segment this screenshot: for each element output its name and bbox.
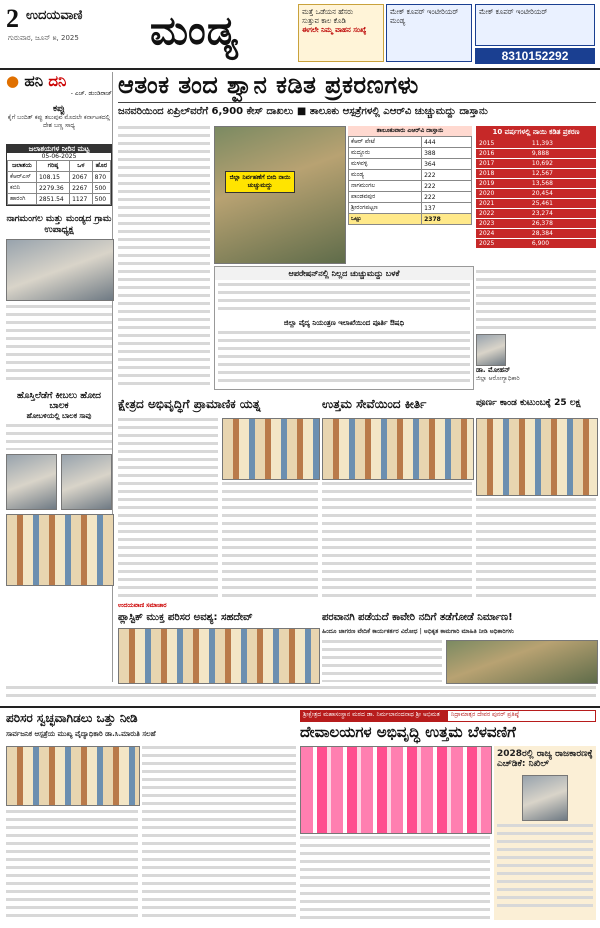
table-cell: ಒಟ್ಟು [349,214,422,225]
ad-text: ಸುತ್ತುವ ಕಾಲ ಕೊಡಿ [302,17,346,25]
story-subhead: ಹೋಬಳಿಯಲ್ಲಿ ಬಾಲಕ ಸಾವು [26,411,92,420]
reservoir-col: ಹೊರ [92,161,110,172]
lead-headline: ಆತಂಕ ತಂದ ಶ್ವಾನ ಕಡಿತ ಪ್ರಕರಣಗಳು [118,71,419,99]
ad-text: ಮತ್ತೆ ಒಡೆಯನ ಹೆಸರು [302,8,354,16]
date-line: ಗುರುವಾರ, ಜೂನ್ ೫, 2025 [8,34,79,42]
table-row [476,139,596,149]
story-photo [6,239,114,301]
table-cell: ಶ್ರೀರಂಗಪಟ್ಟಣ [349,203,422,214]
story-text [6,686,596,700]
count-cell: 23,274 [529,209,596,219]
ad-phone-number: 8310152292 [475,48,595,64]
table-cell: 222 [422,181,472,192]
story-headline: ಉತ್ತಮ ಸೇವೆಯಿಂದ ಕೀರ್ತಿ [322,397,427,411]
table-row [349,170,472,181]
lead-subhead: ಜನವರಿಯಿಂದ ಏಪ್ರಿಲ್‌ವರೆಗೆ 6,900 ಕೇಸ್ ದಾಖಲು ■ ತಾಲೂಕು ಆಸ್ಪತ್ರೆಗಳಲ್ಲಿ ಎಆರ್‌ವಿ ಚುಚ್ಚುಮದ್ದು ದಾಸ್ತಾನು [118,106,488,117]
story-text [6,810,138,920]
tagline-bar [300,710,596,722]
table-row [8,172,111,183]
group-photo [6,514,114,586]
tagline: ನಿದ್ರಾಮಾತ್ಸರ ದೇವರ ಪುನರ್ ಪ್ರತಿಷ್ಠೆ [447,710,596,722]
side-story-headline: 2028ರಲ್ಲಿ ರಾಜ್ಯ ರಾಜಕಾರಣಕ್ಕೆ ಎಚ್‌ಡಿಕೆ: ನಿಖಿಲ್ [497,749,593,770]
year-cell: 2015 [476,139,529,149]
table-row [349,159,472,170]
story-photo [222,418,320,480]
story-photo [118,628,320,684]
count-cell: 6,900 [529,239,596,249]
count-cell: 12,567 [529,169,596,179]
table-row [349,192,472,203]
year-cell: 2022 [476,209,529,219]
story-photo [446,640,598,684]
table-row [8,183,111,194]
lead-headline-box [118,72,596,103]
table-cell: 222 [422,170,472,181]
table-row [476,219,596,229]
table-row [349,148,472,159]
year-cell: 2018 [476,169,529,179]
table-cell: ಮದ್ದೂರು [349,148,422,159]
photo-badge: ಜಿಲ್ಲಾ ನಿರ್ವಹಣೆಗೆ ಬೀದಿ ನಾಯಿ ಚುಚ್ಚುಮದ್ದು [225,171,295,193]
sidebar-headline: ಆಪರೇಷನ್‌ನಲ್ಲಿ ನಿಲ್ಲದ ಚುಚ್ಚುಮದ್ದು ಬಳಕೆ [215,267,473,280]
story-headline: ಪ್ಲಾಸ್ಟಿಕ್ ಮುಕ್ತ ಪರಿಸರ ಅವಶ್ಯ: ಸಹದೇವ್ [118,612,253,623]
table-cell: ಕೆಆರ್‌ಎಸ್ [8,172,37,183]
table-cell: ಕೆಆರ್ ಪೇಟೆ [349,137,422,148]
table-cell: 2851.54 [36,194,69,205]
tag-hani: ಹನಿ [24,72,44,90]
table-cell: 108.15 [36,172,69,183]
story-text-block [6,424,112,450]
hani-dani-title [6,72,112,90]
byline: - ಎಚ್. ಡುಂಡಿರಾಜ್ [70,90,112,97]
story-text [142,746,296,920]
quote-text [476,270,596,330]
count-cell: 10,692 [529,159,596,169]
story-text [300,836,490,920]
table-cell: 2067 [70,172,93,183]
table-cell: 870 [92,172,110,183]
ad-text: ಮೇಕ್ ಕೂಪರ್ ಇಂಟೀರಿಯರ್ [479,8,548,16]
official-photo [476,334,506,366]
ad-text: ಮೇಕ್ ಕೂಪರ್ ಇಂಟೀರಿಯರ್ [390,8,459,16]
story-text [118,418,218,598]
portrait-photo [61,454,112,510]
byline: ಉದಯವಾಣಿ ಸಮಾಚಾರ [118,602,167,609]
section-divider [0,706,600,708]
story-headline: ಪರವಾನಗಿ ಪಡೆಯದೆ ಕಾವೇರಿ ನದಿಗೆ ತಡೆಗೋಡೆ ನಿರ್ಮಾಣ! [322,612,513,623]
count-cell: 20,454 [529,189,596,199]
table-cell: 500 [92,194,110,205]
story-text-block [6,305,112,385]
tag-dani: ದನಿ [48,72,67,90]
quote-name: ಡಾ. ಮೋಹನ್ [476,366,511,374]
table-row [349,137,472,148]
portrait-photo [522,775,568,821]
year-cell: 2023 [476,219,529,229]
masthead [0,0,600,70]
year-table-heading: 10 ವರ್ಷಗಳಲ್ಲಿ ನಾಯಿ ಕಡಿತ ಪ್ರಕರಣ [492,128,580,136]
page-number: 2 [6,4,19,33]
table-row [476,199,596,209]
table-cell: 2279.36 [36,183,69,194]
sidebar-headline: ಜಿಲ್ಲಾ ವೈದ್ಯ ನಿಯಂತ್ರಣ ಇಲಾಖೆಯಿಂದ ಪೂರ್ತಿ ಔಷಧಿ [283,319,405,328]
table-row [476,159,596,169]
table-cell: ನಾಗಮಂಗಲ [349,181,422,192]
table-cell: 388 [422,148,472,159]
bottom-subhead: ಸಾರ್ವಜನಿಕ ಆಸ್ಪತ್ರೆಯ ಮುಖ್ಯ ವೈದ್ಯಾಧಿಕಾರಿ ಡಾ.ಸಿ.ಮಾರುತಿ ಸಲಹೆ [6,730,156,738]
story-photo [6,746,140,806]
reservoir-col: ಗರಿಷ್ಠ [36,161,69,172]
sidebar-text [218,331,470,387]
quote-box [476,270,596,388]
story-text [322,640,442,682]
portrait-row [6,454,112,510]
reservoir-col: ಒಳ [70,161,93,172]
count-cell: 26,378 [529,219,596,229]
table-row [349,203,472,214]
year-cell: 2017 [476,159,529,169]
lead-text-column [118,126,210,388]
year-cell: 2016 [476,149,529,159]
story-headline: ಹೊಸ್ತಿಲೆಡೆಗೆ ಕೀಬಲು ಹೋದ ಬಾಲಕ [16,391,101,412]
poem-title: ಕಪ್ಪು [52,104,66,114]
year-table [476,139,596,249]
year-cell: 2019 [476,179,529,189]
count-cell: 13,568 [529,179,596,189]
side-story-box [494,746,596,920]
story-photo [476,418,598,496]
story-subhead: ಹಿಂದೂ ಜಾಗರಣ ವೇದಿಕೆ ಕಾರ್ಯಕರ್ತರ ವಿರೋಧ | ಅಧಿಕೃತ ಕಾಮಗಾರಿ ಮಾಹಿತಿ ನೀಡಿ ಅಧಿಕಾರಿಗಳು [322,628,514,635]
brand-name: ಉದಯವಾಣಿ [26,8,83,23]
count-cell: 28,384 [529,229,596,239]
reservoir-heading: ಜಲಾಶಯಗಳ ನೀರಿನ ಮಟ್ಟ [7,145,111,153]
story-text [322,482,472,598]
story-text [476,498,596,598]
table-cell: 1127 [70,194,93,205]
taluk-table-heading: ತಾಲೂಕುವಾರು ಎಆರ್‌ವಿ ದಾಸ್ತಾನು [348,126,472,136]
table-row [476,229,596,239]
table-row [349,181,472,192]
count-cell: 9,888 [529,149,596,159]
edition-title: ಮಂಡ್ಯ [150,8,239,54]
table-cell: 2378 [422,214,472,225]
count-cell: 11,393 [529,139,596,149]
portrait-photo [6,454,57,510]
drop-icon: ● [6,72,20,90]
reservoir-box [6,144,112,206]
table-row [8,194,111,205]
table-cell: ಪಾಂಡವಪುರ [349,192,422,203]
reservoir-date: 05-06-2025 [41,153,77,161]
table-row [476,209,596,219]
story-photo [322,418,474,480]
poem-text: ಕೈಗೆ ಬಂದಿತ್ ಕಪ್ಪು ತಲುಪುವ ಮೊದಲೇ ಕರ್ನಾಟಕದಲ್ಲಿ ದೇಶ ಬಣ್ಣ ಸಾಧ್ಯ [7,114,111,130]
table-row [476,239,596,249]
ad-text: ಈಗಲೇ ನಿಮ್ಮ ವಾಹನ ಸಂಖ್ಯೆ [302,26,367,34]
table-row [476,169,596,179]
lead-sidebar-box [214,266,474,390]
sidebar-text [218,283,470,315]
table-cell: ಹಾರಂಗಿ [8,194,37,205]
left-column [6,72,113,682]
story-headline: ಪೂರ್ಣ ಕಾಂಡ ಕುಟುಂಬಕ್ಕೆ 25 ಲಕ್ಷ [476,398,581,408]
advertisement-middle [386,4,472,62]
table-row [476,149,596,159]
dog-photo [214,126,346,264]
table-cell: ಮಳವಳ್ಳಿ [349,159,422,170]
story-headline: ನಾಗಮಂಗಲ ಮತ್ತು ಮಂಡ್ಯದ ಗ್ರಾಮ ಉಪಾಧ್ಯಕ್ಷ [6,214,112,235]
year-cell: 2025 [476,239,529,249]
table-cell: 364 [422,159,472,170]
table-cell: ಮಂಡ್ಯ [349,170,422,181]
temple-event-photo [300,746,492,834]
quote-role: ಜಿಲ್ಲಾ ಆರೋಗ್ಯಾಧಿಕಾರಿ [476,375,520,382]
ad-text: ಮಂಡ್ಯ [390,17,406,25]
year-table-box [476,126,596,249]
table-cell: ಕಬಿನಿ [8,183,37,194]
story-text [497,824,593,908]
bottom-headline: ದೇವಾಲಯಗಳ ಅಭಿವೃದ್ಧಿ ಉತ್ತಮ ಬೆಳವಣಿಗೆ [300,723,516,741]
year-cell: 2024 [476,229,529,239]
table-cell: 137 [422,203,472,214]
count-cell: 25,461 [529,199,596,209]
year-cell: 2020 [476,189,529,199]
table-cell: 2267 [70,183,93,194]
bottom-headline: ಪರಿಸರ ಸ್ವಚ್ಛವಾಗಿಡಲು ಒತ್ತು ನೀಡಿ [6,711,138,725]
advertisement-left [298,4,384,62]
table-cell: 500 [92,183,110,194]
year-cell: 2021 [476,199,529,209]
taluk-table-box [348,126,472,225]
story-text [222,482,318,598]
table-row [349,214,472,225]
table-row [476,189,596,199]
advertisement-right [475,4,595,46]
tagline: ಶ್ರೀಕ್ಷೇತ್ರದ ಮಹಾಸಂಸ್ಥಾನ ಮಠದ ಡಾ. ನಿರ್ಮಲಾನಂದನಾಥ ಶ್ರೀ ಅಭಿಮತ [300,710,447,722]
reservoir-col: ಜಲಾಶಯ [8,161,37,172]
table-row [476,179,596,189]
table-cell: 444 [422,137,472,148]
taluk-table [348,136,472,225]
story-headline: ಕ್ಷೇತ್ರದ ಅಭಿವೃದ್ಧಿಗೆ ಪ್ರಾಮಾಣಿಕ ಯತ್ನ [118,397,261,411]
reservoir-table [7,160,111,205]
table-cell: 222 [422,192,472,203]
